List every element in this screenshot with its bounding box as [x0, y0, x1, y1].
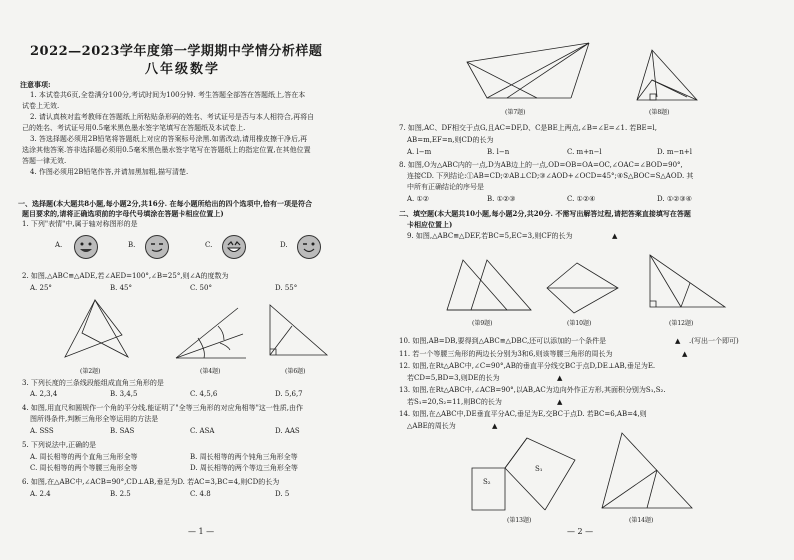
figure-q14	[597, 428, 697, 513]
question-2: 2. 如图,△ABC≌△ADE,若∠AED=100°,∠B=25°,则∠A的度数为	[22, 272, 229, 280]
q4-option-c: C. ASA	[190, 427, 215, 435]
q5-option-b: B. 周长相等的两个钝角三角形全等	[190, 453, 298, 461]
q8-option-d: D. ①②③④	[657, 195, 692, 203]
note-line: 选涂其他答案.答非选择题必须用0.5毫米黑色墨水签字笔写在答题纸上的指定位置,在其他位置	[22, 146, 311, 154]
figure-q4	[168, 298, 248, 363]
question-6: 6. 如图,在△ABC中,∠ACB=90°,CD⊥AB,垂足为D. 若AC=3,BC=4,则CD的长为	[22, 478, 280, 486]
question-12: 12. 如图,在Rt△ABC中,∠C=90°,AB的垂直平分线交BC于点D,DE⊥AB,垂足为E.	[399, 362, 656, 370]
question-8-cont-2: 中所有正确结论的序号是	[407, 183, 484, 191]
answer-blank: ▲	[492, 422, 498, 430]
q7-option-d: D. m−n+l	[657, 148, 692, 156]
figure-q8	[632, 45, 702, 105]
exam-title: 2022—2023学年度第一学期期中学情分析样题	[30, 44, 323, 59]
q2-option-a: A. 25°	[30, 284, 52, 292]
figure-q9	[445, 255, 535, 315]
q3-option-b: B. 3,4,5	[110, 390, 138, 398]
page-number-1: — 1 —	[188, 527, 215, 536]
q4-option-a: A. SSS	[30, 427, 54, 435]
caption-q7: (第7题)	[505, 109, 526, 116]
question-7: 7. 如图,AC、DF相交于点G,且AC=DF,D、C是BE上两点,∠B=∠E=∠1. 若BE=l,	[399, 124, 657, 132]
question-9: 9. 如图,△ABC≌△DEF,若BC=5,EC=3,则CF的长为	[407, 232, 573, 240]
question-7-cont: AB=m,EF=n,则CD的长为	[407, 136, 494, 144]
caption-q8: (第8题)	[649, 109, 670, 116]
note-line: 3. 答选择题必须用2B铅笔将答题纸上对应的答案标号涂黑.如需改动,请用橡皮擦干净后,再	[30, 135, 308, 143]
q8-option-a: A. ①②	[407, 195, 430, 203]
q2-option-d: D. 55°	[275, 284, 298, 292]
question-14-cont: △ABE的周长为	[407, 422, 456, 430]
note-line: 2. 请认真核对监考教师在答题纸上所粘贴条形码的姓名、考试证号是否与本人相符合,再将自	[30, 113, 315, 121]
figure-q6	[262, 300, 332, 360]
q4-option-b: B. SAS	[110, 427, 135, 435]
note-line: 己的姓名、考试证号用0.5毫米黑色墨水签字笔填写在答题纸及本试卷上.	[22, 124, 246, 132]
note-line: 答题一律无效.	[22, 157, 67, 165]
answer-blank: ▲	[675, 337, 681, 345]
q3-option-a: A. 2,3,4	[30, 390, 58, 398]
figure-q12	[645, 250, 730, 312]
q2-option-c: C. 50°	[190, 284, 212, 292]
caption-q6: (第6题)	[285, 368, 306, 375]
q8-option-c: C. ①②④	[567, 195, 596, 203]
figure-q7	[459, 38, 599, 103]
page-number-2: — 2 —	[567, 527, 594, 536]
note-line: 试卷上无效.	[22, 102, 60, 110]
question-5: 5. 下列说法中,正确的是	[22, 441, 97, 449]
laughing-face-icon	[74, 235, 98, 259]
caption-q10: (第10题)	[567, 320, 592, 327]
caption-q4: (第4题)	[200, 368, 221, 375]
q6-option-c: C. 4.8	[190, 490, 211, 498]
q1-option-d: D.	[280, 241, 288, 249]
q7-option-b: B. l−n	[487, 148, 510, 156]
q8-option-b: B. ①②③	[487, 195, 516, 203]
q5-option-a: A. 周长相等的两个直角三角形全等	[30, 453, 138, 461]
exam-subtitle: 八年级数学	[145, 62, 221, 77]
q3-option-d: D. 5,6,7	[275, 390, 303, 398]
notes-heading: 注意事项:	[20, 80, 51, 89]
caption-q9: (第9题)	[472, 320, 493, 327]
q6-option-b: B. 2.5	[110, 490, 131, 498]
section2-heading: 二、填空题(本大题共10小题,每小题2分,共20分. 不需写出解答过程,请把答案直接填写在答题	[399, 209, 691, 218]
right-page	[397, 0, 794, 560]
caption-q12: (第12题)	[669, 320, 694, 327]
grinning-face-icon	[222, 235, 246, 259]
figure-q2	[60, 295, 140, 365]
q1-option-b: B.	[128, 241, 136, 249]
answer-blank: ▲	[557, 398, 563, 406]
label-s1: S₁	[535, 465, 543, 473]
caption-q2: (第2题)	[80, 368, 101, 375]
note-line: 1. 本试卷共6页,全卷满分100分,考试时间为100分钟. 考生答题全部答在答题纸上,答在本	[30, 91, 306, 99]
q1-option-c: C.	[205, 241, 213, 249]
q3-option-c: C. 4,5,6	[190, 390, 218, 398]
question-1: 1. 下列"表情"中,属于轴对称图形的是	[22, 220, 138, 228]
question-12-cont: 若CD=5,BD=3,则DE的长为	[407, 374, 500, 382]
question-13: 13. 如图,在Rt△ABC中,∠ACB=90°,以AB,AC为边向外作正方形,其面积分别为S₁,S₂.	[399, 386, 666, 394]
q5-option-d: D. 周长相等的两个等边三角形全等	[190, 464, 298, 472]
question-10-tail: .(写出一个即可)	[689, 337, 739, 345]
caption-q14: (第14题)	[629, 517, 654, 524]
question-13-cont: 若S₁=20,S₂=11,则BC的长为	[407, 398, 502, 406]
winking-face-icon	[297, 235, 321, 259]
question-8-cont: 连接CD. 下列结论:①AB=CD;②AB⊥CD;③∠AOD+∠OCD=45°;④S△BOC=S△AOD. 其	[407, 172, 694, 180]
question-10: 10. 如图,AB=DB,要得到△ABC≌△DBC,还可以添加的一个条件是	[399, 337, 607, 345]
question-3: 3. 下列长度的三条线段能组成直角三角形的是	[22, 379, 164, 387]
question-4: 4. 如图,用直尺和圆规作一个角的平分线,能证明了"全等三角形的对应角相等"这一性质,由作	[22, 404, 304, 412]
answer-blank: ▲	[682, 350, 688, 358]
label-s2: S₂	[483, 478, 491, 486]
q4-option-d: D. AAS	[275, 427, 300, 435]
q2-option-b: B. 45°	[110, 284, 133, 292]
section1-heading: 一、选择题(本大题共8小题,每小题2分,共16分. 在每小题所给出的四个选项中,恰有一项是符合	[18, 199, 312, 208]
question-4-cont: 图所得条件,判断三角形全等运用的方法是	[30, 415, 159, 423]
q6-option-d: D. 5	[275, 490, 290, 498]
question-11: 11. 若一个等腰三角形的两边长分别为3和6,则该等腰三角形的周长为	[399, 350, 613, 358]
answer-blank: ▲	[612, 232, 618, 240]
question-14: 14. 如图,在△ABC中,DE垂直平分AC,垂足为E,交BC于点D. 若BC=6,AB=4,则	[399, 410, 647, 418]
q5-option-c: C. 周长相等的两个等腰三角形全等	[30, 464, 138, 472]
section1-heading-2: 题目要求的,请将正确选项前的字母代号填涂在答题卡相应位置上)	[22, 209, 224, 218]
figure-q13	[467, 430, 582, 520]
smiling-face-icon	[145, 235, 169, 259]
q7-option-a: A. l−m	[407, 148, 432, 156]
note-line: 4. 作图必须用2B铅笔作答,并请加黑加粗,描写清楚.	[30, 168, 189, 176]
q6-option-a: A. 2.4	[30, 490, 51, 498]
q7-option-c: C. m+n−l	[567, 148, 602, 156]
question-8: 8. 如图,O为△ABC内的一点,D为AB边上的一点,OD=OB=OA=OC,∠OAC=∠BOD=90°,	[399, 161, 683, 169]
section2-heading-2: 卡相应位置上)	[407, 220, 453, 229]
answer-blank: ▲	[557, 374, 563, 382]
caption-q13: (第13题)	[507, 517, 532, 524]
figure-q10	[542, 258, 622, 318]
q1-option-a: A.	[55, 241, 63, 249]
